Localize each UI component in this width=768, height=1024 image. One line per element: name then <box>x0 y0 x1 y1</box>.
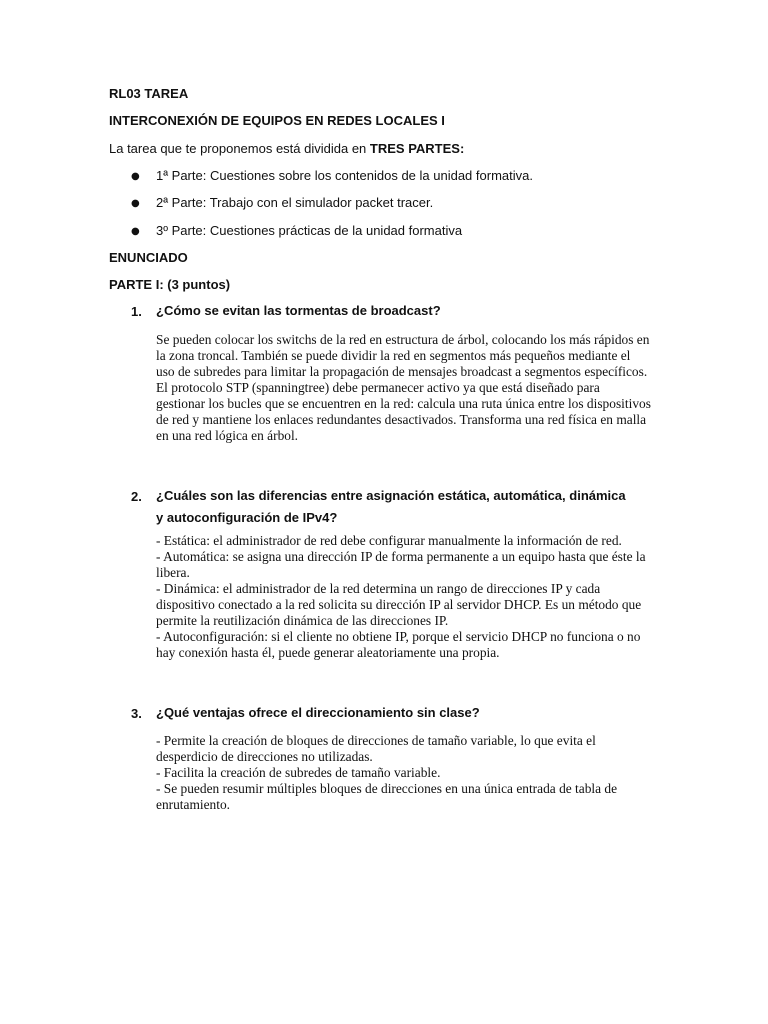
bullet-icon: ● <box>131 226 140 237</box>
answer-paragraph: El protocolo STP (spanningtree) debe permanecer activo ya que está diseñado para gestionar los bucles que se encuentren en la red: calcula una ruta única entre los dispositivos de red y mantiene los enlaces redundantes desactivados. Transforma una red física en malla en una red lógica en árbol. <box>156 380 651 443</box>
answer-paragraph: - Automática: se asigna una dirección IP de forma permanente a un equipo hasta que éste la libera. <box>156 549 646 580</box>
answer-text <box>156 733 652 813</box>
answer-text <box>156 533 652 661</box>
answer-paragraph: - Estática: el administrador de red debe configurar manualmente la información de red. <box>156 533 622 548</box>
section-heading: PARTE I: (3 puntos) <box>109 277 231 292</box>
list-item: 3º Parte: Cuestiones prácticas de la unidad formativa <box>156 223 463 238</box>
answer-paragraph: - Facilita la creación de subredes de tamaño variable. <box>156 765 441 780</box>
answer-paragraph: Se pueden colocar los switchs de la red en estructura de árbol, colocando los más rápidos en la zona troncal. También se puede dividir la red en segmentos más pequeños mediante el uso de subredes para limitar la propagación de mensajes broadcast a segmentos específicos. <box>156 332 650 379</box>
intro-paragraph <box>109 141 464 156</box>
intro-text: La tarea que te proponemos está dividida en <box>109 141 370 156</box>
question-number: 2. <box>131 489 142 504</box>
bullet-icon: ● <box>131 171 140 182</box>
bullet-icon: ● <box>131 198 140 209</box>
document-code: RL03 TAREA <box>109 86 189 101</box>
question-number: 1. <box>131 304 142 319</box>
question-text: ¿Qué ventajas ofrece el direccionamiento sin clase? <box>156 705 480 720</box>
answer-paragraph: - Permite la creación de bloques de direcciones de tamaño variable, lo que evita el desperdicio de direcciones no utilizadas. <box>156 733 596 764</box>
answer-text <box>156 332 652 444</box>
answer-paragraph: - Autoconfiguración: si el cliente no obtiene IP, porque el servicio DHCP no funciona o no hay conexión hasta él, puede generar aleatoriamente una propia. <box>156 629 641 660</box>
list-item: 1ª Parte: Cuestiones sobre los contenidos de la unidad formativa. <box>156 168 533 183</box>
question-text: ¿Cómo se evitan las tormentas de broadcast? <box>156 303 441 318</box>
document-title: INTERCONEXIÓN DE EQUIPOS EN REDES LOCALES I <box>109 113 445 128</box>
intro-bold: TRES PARTES: <box>369 141 465 156</box>
answer-paragraph: - Se pueden resumir múltiples bloques de direcciones en una única entrada de tabla de enrutamiento. <box>156 781 618 812</box>
question-number: 3. <box>131 706 142 721</box>
enunciado-heading: ENUNCIADO <box>109 250 188 265</box>
question-text: ¿Cuáles son las diferencias entre asignación estática, automática, dinámica y autoconfiguración de IPv4? <box>156 488 626 525</box>
answer-paragraph: - Dinámica: el administrador de la red determina un rango de direcciones IP y cada dispositivo conectado a la red solicita su dirección IP al servidor DHCP. Es un método que permite la reutilización dinámica de las direcciones IP. <box>156 581 642 628</box>
list-item: 2ª Parte: Trabajo con el simulador packet tracer. <box>156 195 434 210</box>
